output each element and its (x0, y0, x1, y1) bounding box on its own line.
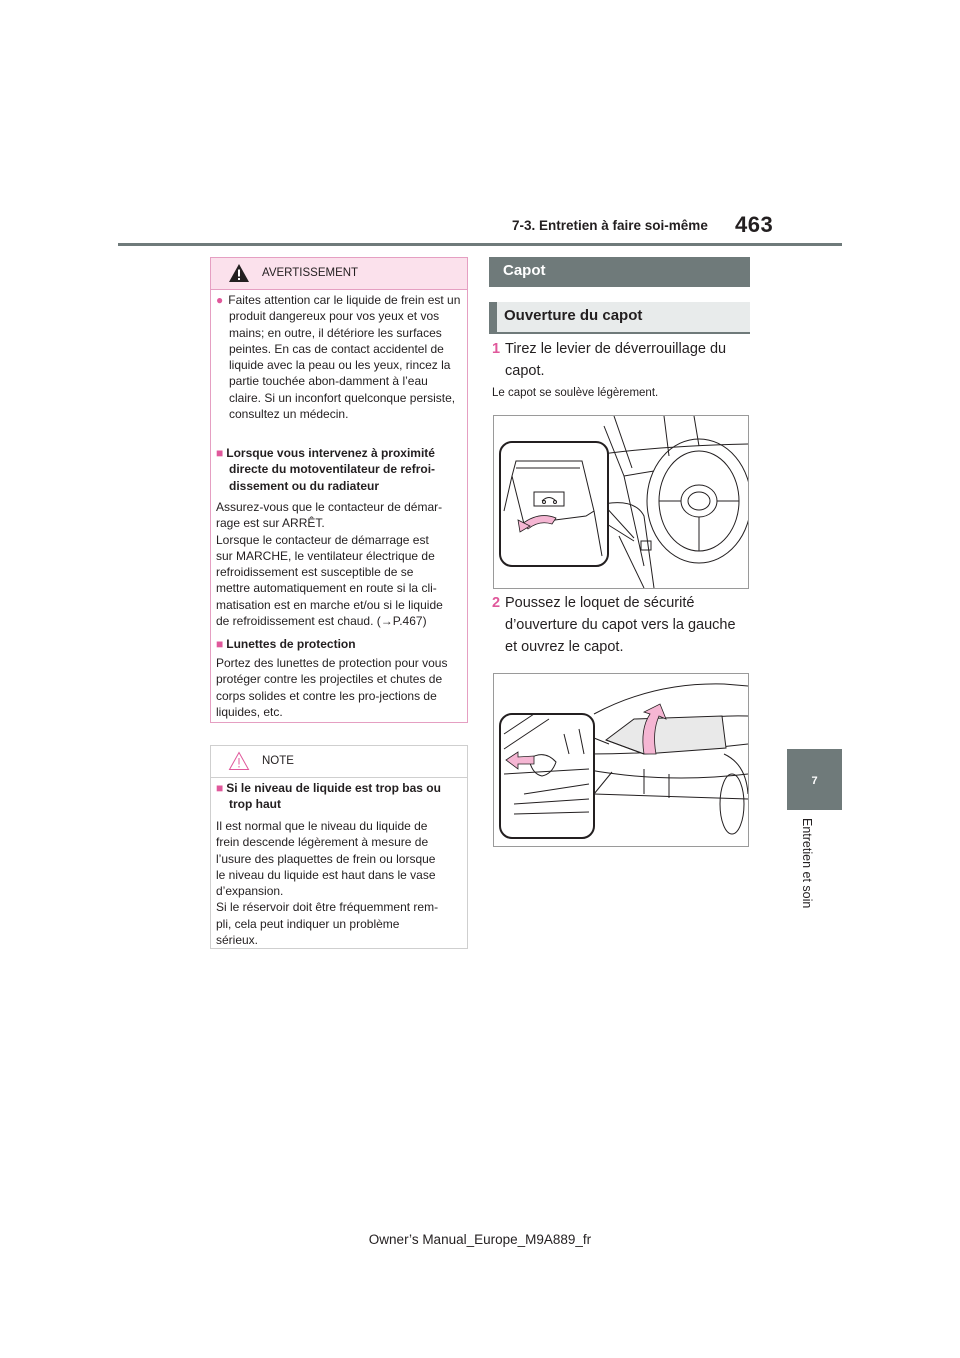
text-line: sérieux. (216, 933, 259, 948)
text-line: matisation est en marche et/ou si le liquide (216, 597, 443, 612)
page-reference[interactable]: P.467) (392, 614, 427, 629)
subsection-accent (489, 302, 497, 332)
warning-heading-2 (216, 445, 462, 494)
warning-triangle-icon (228, 262, 250, 284)
step-1-note: Le capot se soulève légèrement. (492, 387, 659, 399)
chapter-label: Entretien et soin (800, 818, 814, 909)
warning-heading-2-text: Lorsque vous intervenez à proximité directe du motoventilateur de refroi-dissement ou du radiateur (226, 446, 436, 493)
warning-paragraph-2 (216, 499, 462, 629)
bullet-square-icon: ■ (216, 637, 224, 651)
text-line: rage est sur ARRÊT. (216, 516, 325, 531)
note-paragraph (216, 818, 462, 948)
bullet-square-icon: ■ (216, 781, 224, 795)
step-1 (492, 338, 750, 382)
note-header (211, 746, 467, 778)
hood-safety-latch-drawing (494, 674, 748, 846)
page-ref-arrow-icon: → (380, 614, 393, 629)
warning-bullet-1 (216, 292, 462, 422)
note-box (210, 745, 468, 949)
text-line: sur MARCHE, le ventilateur électrique de (216, 548, 435, 563)
step-2 (492, 592, 750, 658)
chapter-tab (787, 749, 842, 810)
warning-bullet-text: Faites attention car le liquide de frein est un produit dangereux pour vos yeux et vos mains; en outre, il détériore les surfaces peintes. En cas de contact accidentel de liquide avec la peau ou les yeux, rincez la partie touchée abon-damment à l’eau claire. Si un inconfort quelconque persiste, consultez un médecin. (228, 293, 461, 422)
subsection-heading: Ouverture du capot (504, 307, 643, 324)
text-line-prefix: de refroidissement est chaud. ( (216, 614, 381, 629)
text-line: frein descende légèrement à mesure de (216, 835, 429, 850)
text-line: refroidissement est susceptible de se (216, 565, 414, 580)
text-line: Assurez-vous que le contacteur de démar- (216, 500, 443, 514)
warning-paragraph-3: Portez des lunettes de protection pour vous protéger contre les projectiles et chutes de corps solides et contre les pro-jections de liquides, etc. (216, 656, 448, 719)
step-text: Tirez le levier de déverrouillage du capot. (505, 341, 727, 379)
text-line: Il est normal que le niveau du liquide de (216, 819, 428, 833)
page-number: 463 (735, 212, 774, 237)
warning-box (210, 257, 468, 723)
header-rule (118, 243, 842, 246)
bullet-square-icon: ■ (216, 446, 224, 460)
text-line: d’expansion. (216, 884, 284, 899)
note-title: NOTE (262, 755, 294, 767)
footer-document-id: Owner’s Manual_Europe_M9A889_fr (368, 1232, 592, 1247)
section-heading-bar (489, 257, 750, 287)
chapter-label-container (787, 818, 842, 938)
text-line (216, 613, 462, 629)
step-number: 2 (492, 595, 501, 611)
hood-safety-latch-illustration (493, 673, 749, 847)
step-text: Poussez le loquet de sécurité d’ouverture du capot vers la gauche et ouvrez le capot. (505, 595, 736, 655)
text-line: pli, cela peut indiquer un problème (216, 916, 400, 931)
bullet-circle-icon: ● (216, 293, 224, 307)
warning-title: AVERTISSEMENT (262, 267, 359, 279)
text-line: Si le réservoir doit être fréquemment rem- (216, 900, 439, 915)
warning-header (211, 258, 467, 290)
warning-heading-3-text: Lunettes de protection (226, 637, 356, 651)
note-heading (216, 780, 462, 813)
subsection-heading-bar (489, 302, 750, 334)
section-heading: Capot (503, 262, 546, 279)
caution-triangle-icon (228, 750, 250, 772)
step-number: 1 (492, 341, 501, 357)
chapter-number: 7 (811, 775, 818, 787)
hood-release-lever-drawing (494, 416, 748, 588)
text-line: Lorsque le contacteur de démarrage est (216, 532, 429, 547)
text-line: mettre automatiquement en route si la cli- (216, 581, 437, 596)
hood-release-lever-illustration (493, 415, 749, 589)
warning-heading-3 (216, 636, 462, 652)
note-heading-text: Si le niveau de liquide est trop bas ou trop haut (226, 781, 441, 812)
text-line: le niveau du liquide est haut dans le vase (216, 867, 436, 882)
text-line: l’usure des plaquettes de frein ou lorsque (216, 851, 436, 866)
section-title: 7-3. Entretien à faire soi-même (512, 218, 708, 233)
